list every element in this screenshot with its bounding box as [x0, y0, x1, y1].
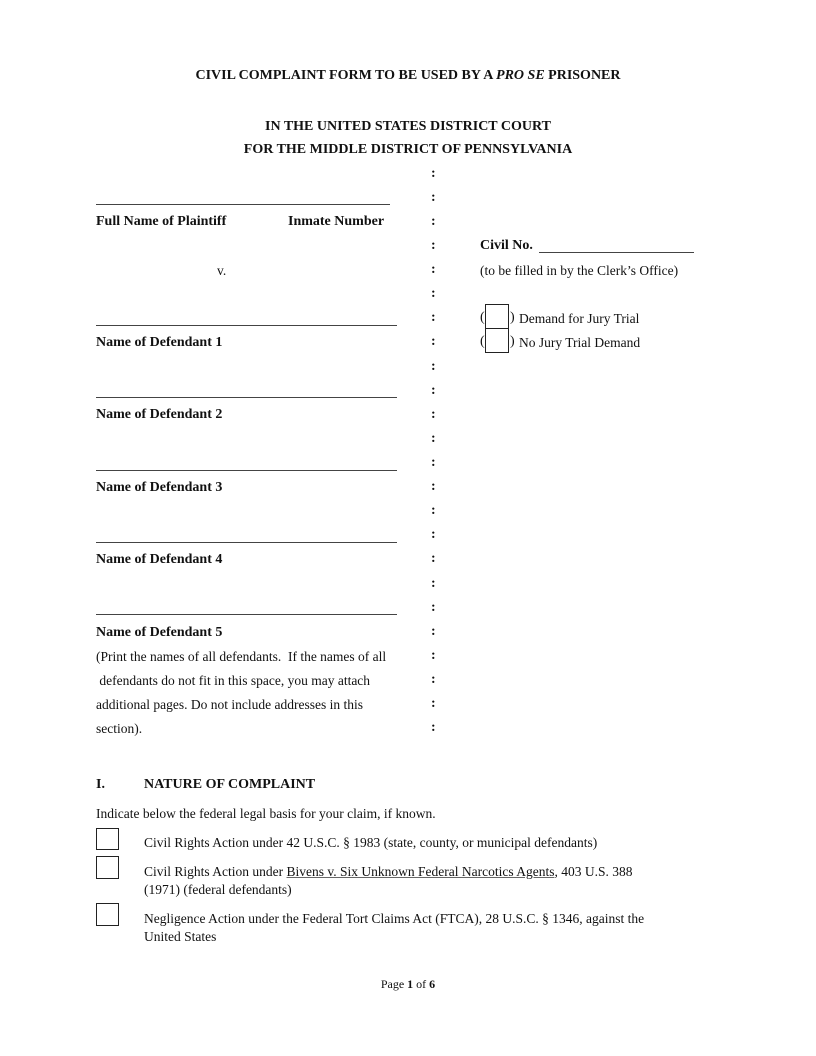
claim-ftca-label: Negligence Action under the Federal Tort Claims Act (FTCA), 28 U.S.C. § 1346, against the [144, 911, 645, 926]
claim-bivens-checkbox[interactable] [96, 856, 119, 879]
page-total: 6 [429, 977, 436, 991]
claim-1983-checkbox[interactable] [96, 828, 119, 850]
separator-colon: : [431, 576, 436, 591]
bivens-case-citation: Bivens v. Six Unknown Federal Narcotics Agents [286, 864, 555, 879]
claim-ftca-checkbox[interactable] [96, 903, 119, 926]
separator-colon: : [431, 262, 436, 277]
form-title [0, 67, 816, 85]
separator-colon: : [431, 407, 436, 422]
page-current: 1 [407, 977, 414, 991]
paren-close: ) [510, 334, 515, 349]
page-word: Page [380, 977, 408, 991]
claim-bivens-label-line2: (1971) (federal defendants) [144, 882, 292, 897]
no-jury-demand-checkbox[interactable] [485, 328, 509, 353]
separator-colon: : [431, 334, 436, 349]
defendant-1-name-field[interactable] [96, 325, 397, 326]
instruction-line: defendants do not fit in this space, you may attach [96, 673, 371, 688]
court-name-line2: FOR THE MIDDLE DISTRICT OF PENNSYLVANIA [243, 142, 573, 157]
separator-colon: : [431, 503, 436, 518]
separator-colon: : [431, 166, 436, 181]
defendant-3-label: Name of Defendant 3 [96, 480, 223, 495]
paren-close: ) [510, 310, 515, 325]
defendant-5-label: Name of Defendant 5 [96, 625, 223, 640]
separator-colon: : [431, 190, 436, 205]
claim-1983-label: Civil Rights Action under 42 U.S.C. § 1983 (state, county, or municipal defendants) [144, 835, 598, 850]
court-name-line1: IN THE UNITED STATES DISTRICT COURT [265, 119, 551, 134]
separator-colon: : [431, 238, 436, 253]
defendant-2-name-field[interactable] [96, 397, 397, 398]
separator-colon: : [431, 286, 436, 301]
defendant-4-label: Name of Defendant 4 [96, 552, 223, 567]
claim-bivens-cite: , 403 U.S. 388 [554, 864, 633, 879]
separator-colon: : [431, 648, 436, 663]
separator-colon: : [431, 479, 436, 494]
separator-colon: : [431, 624, 436, 639]
defendant-1-label: Name of Defendant 1 [96, 335, 223, 350]
versus-label: v. [217, 263, 227, 278]
claim-ftca-label-line2: United States [144, 929, 217, 944]
section-number: I. [96, 777, 105, 792]
paren-open: ( [480, 310, 485, 325]
plaintiff-name-field[interactable] [96, 204, 390, 205]
defendant-2-label: Name of Defendant 2 [96, 407, 223, 422]
civil-no-label: Civil No. [480, 238, 533, 253]
separator-colon: : [431, 214, 436, 229]
jury-demand-label: Demand for Jury Trial [519, 311, 640, 326]
defendant-5-name-field[interactable] [96, 614, 397, 615]
inmate-number-label: Inmate Number [288, 214, 385, 229]
of-word: of [413, 977, 430, 991]
section-title: NATURE OF COMPLAINT [144, 777, 316, 792]
form-title-italic: PRO SE [496, 68, 545, 83]
plaintiff-label: Full Name of Plaintiff [96, 214, 227, 229]
defendant-4-name-field[interactable] [96, 542, 397, 543]
instruction-line: additional pages. Do not include addresses in this [96, 697, 363, 712]
instruction-line: (Print the names of all defendants. If the names of all [96, 649, 387, 664]
claim-bivens-text: Civil Rights Action under [144, 864, 287, 879]
separator-colon: : [431, 359, 436, 374]
separator-colon: : [431, 600, 436, 615]
separator-colon: : [431, 310, 436, 325]
section-intro: Indicate below the federal legal basis for your claim, if known. [96, 806, 436, 821]
no-jury-demand-label: No Jury Trial Demand [519, 335, 641, 350]
separator-colon: : [431, 431, 436, 446]
separator-colon: : [431, 383, 436, 398]
separator-colon: : [431, 696, 436, 711]
defendant-3-name-field[interactable] [96, 470, 397, 471]
jury-demand-checkbox[interactable] [485, 304, 509, 329]
separator-colon: : [431, 455, 436, 470]
separator-colon: : [431, 720, 436, 735]
separator-colon: : [431, 672, 436, 687]
paren-open: ( [480, 334, 485, 349]
separator-colon: : [431, 527, 436, 542]
separator-colon: : [431, 551, 436, 566]
form-title-text: CIVIL COMPLAINT FORM TO BE USED BY A [195, 68, 497, 83]
claim-bivens-label [144, 863, 633, 881]
civil-no-note: (to be filled in by the Clerk’s Office) [480, 263, 679, 278]
page-number [0, 976, 816, 992]
form-title-text-end: PRISONER [544, 68, 621, 83]
civil-no-field[interactable] [539, 252, 694, 253]
instruction-line: section). [96, 721, 143, 736]
